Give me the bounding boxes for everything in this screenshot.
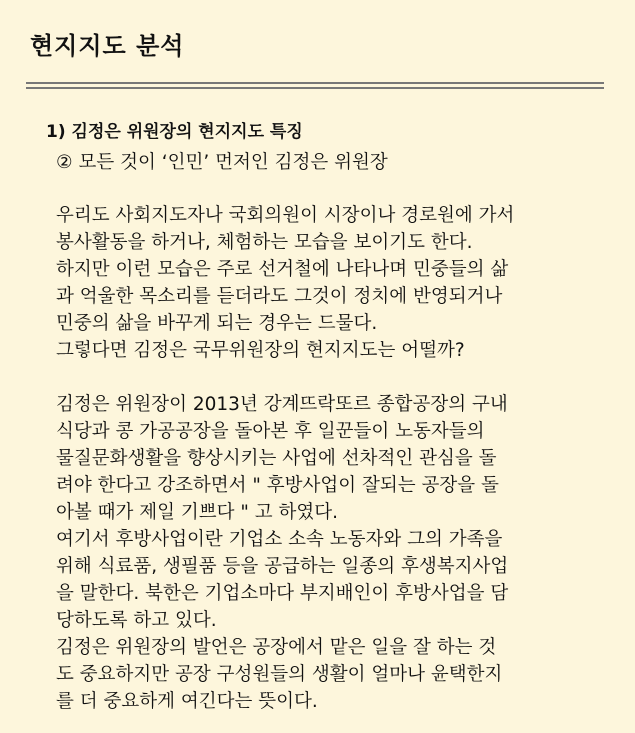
body-text xyxy=(56,202,626,715)
paragraph-line: 그렇다면 김정은 국무위원장의 현지지도는 어떨까? xyxy=(56,340,465,361)
paragraph xyxy=(56,202,626,364)
title-divider-top xyxy=(26,82,604,84)
section-subheading: ② 모든 것이 ‘인민’ 먼저인 김정은 위원장 xyxy=(56,152,388,173)
section-heading: 1) 김정은 위원장의 현지지도 특징 xyxy=(46,122,303,142)
paragraph-line: 도 중요하지만 공장 구성원들의 생활이 얼마나 윤택한지 xyxy=(56,664,503,685)
paragraph-line: 김정은 위원장의 발언은 공장에서 맡은 일을 잘 하는 것 xyxy=(56,637,497,658)
paragraph-line: 위해 식료품, 생필품 등을 공급하는 일종의 후생복지사업 xyxy=(56,556,509,577)
paragraph xyxy=(56,391,626,715)
paragraph-line: 를 더 중요하게 여긴다는 뜻이다. xyxy=(56,691,318,712)
paragraph-line: 려야 한다고 강조하면서 " 후방사업이 잘되는 공장을 돌 xyxy=(56,475,499,496)
paragraph-line: 하지만 이런 모습은 주로 선거철에 나타나며 민중들의 삶 xyxy=(56,259,509,280)
paragraph-line: 봉사활동을 하거나, 체험하는 모습을 보이기도 한다. xyxy=(56,232,473,253)
paragraph-line: 아볼 때가 제일 기쁘다 " 고 하였다. xyxy=(56,502,338,523)
page-title: 현지지도 분석 xyxy=(30,32,185,60)
paragraph-line: 당하도록 하고 있다. xyxy=(56,610,217,631)
paragraph-line: 과 억울한 목소리를 듣더라도 그것이 정치에 반영되거나 xyxy=(56,286,503,307)
paragraph-spacer xyxy=(56,364,626,391)
title-divider-bottom xyxy=(26,87,604,89)
paragraph-line: 김정은 위원장이 2013년 강계뜨락또르 종합공장의 구내 xyxy=(56,394,508,415)
paragraph-line: 우리도 사회지도자나 국회의원이 시장이나 경로원에 가서 xyxy=(56,205,515,226)
paragraph-line: 민중의 삶을 바꾸게 되는 경우는 드물다. xyxy=(56,313,378,334)
paragraph-line: 식당과 콩 가공공장을 돌아본 후 일꾼들이 노동자들의 xyxy=(56,421,485,442)
paragraph-line: 물질문화생활을 향상시키는 사업에 선차적인 관심을 돌 xyxy=(56,448,497,469)
paragraph-line: 을 말한다. 북한은 기업소마다 부지배인이 후방사업을 담 xyxy=(56,583,509,604)
paragraph-line: 여기서 후방사업이란 기업소 소속 노동자와 그의 가족을 xyxy=(56,529,503,550)
